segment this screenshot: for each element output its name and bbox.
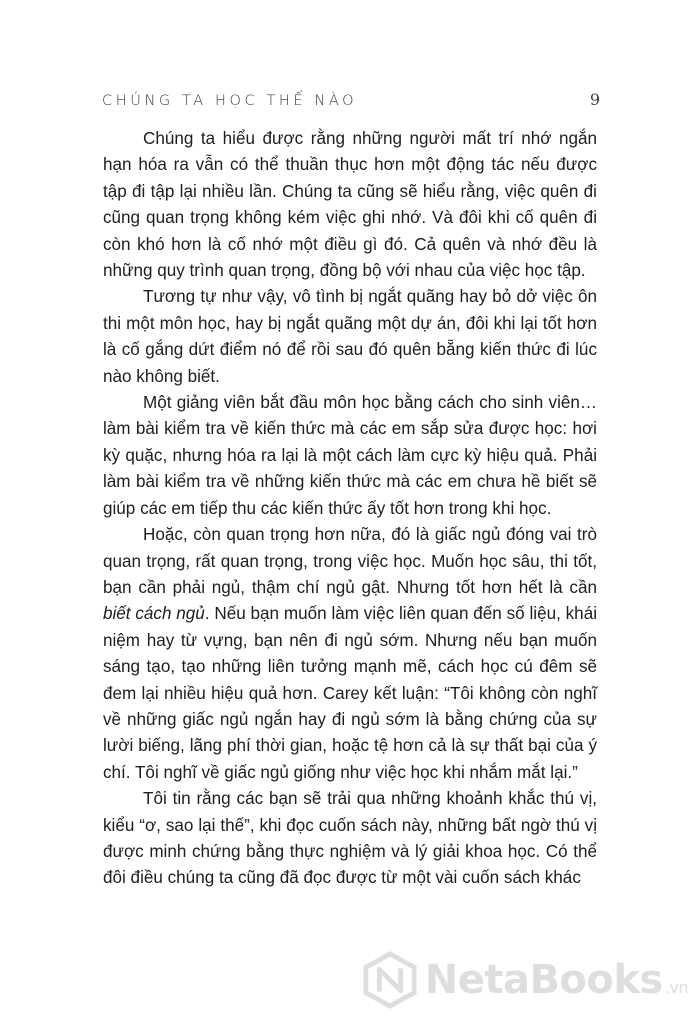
paragraph-text: Tương tự như vậy, vô tình bị ngắt quãng hay bỏ dở việc ôn thi một môn học, hay bị ngắt quãng một dự án, đôi khi lại tốt hơn là cố gắng dứt điểm nó để rồi sau đó quên bẵng kiến thức đi lúc nào không biết. bbox=[103, 287, 597, 386]
body-text bbox=[103, 126, 597, 892]
paragraph-text: Chúng ta hiểu được rằng những người mất trí nhớ ngắn hạn hóa ra vẫn có thể thuần thục hơn một động tác nếu được tập đi tập lại nhiều lần. Chúng ta cũng sẽ hiểu rằng, việc quên đi cũng quan trọng không kém việc ghi nhớ. Và đôi khi cố quên đi còn khó hơn là cố nhớ một điều gì đó. Cả quên và nhớ đều là những quy trình quan trọng, đồng bộ với nhau của việc học tập. bbox=[103, 129, 597, 281]
paragraph bbox=[103, 284, 597, 390]
page-number: 9 bbox=[589, 90, 600, 109]
watermark-suffix: .vn bbox=[664, 978, 688, 997]
paragraph bbox=[103, 126, 597, 284]
paragraph bbox=[103, 786, 597, 892]
paragraph bbox=[103, 522, 597, 786]
paragraph-text: . Nếu bạn muốn làm việc liên quan đến số liệu, khái niệm hay từ vựng, bạn nên đi ngủ sớm. Nhưng nếu bạn muốn sáng tạo, tạo những liên tưởng mạnh mẽ, cách học cú đêm sẽ đem lại nhiều hiệu quả hơn. Carey kết luận: “Tôi không còn nghĩ về những giấc ngủ ngắn hay đi ngủ sớm là bằng chứng của sự lười biếng, lãng phí thời gian, hoặc tệ hơn cả là sự thất bại của ý chí. Tôi nghĩ về giấc ngủ giống như việc học khi nhắm mắt lại.” bbox=[103, 604, 597, 782]
italic-emphasis: biết cách ngủ bbox=[103, 604, 205, 624]
paragraph-text: Một giảng viên bắt đầu môn học bằng cách cho sinh viên… làm bài kiểm tra về kiến thức mà các em sắp sửa được học: hơi kỳ quặc, nhưng hóa ra lại là một cách làm cực kỳ hiệu quả. Phải làm bài kiểm tra về những kiến thức mà các em chưa hề biết sẽ giúp các em tiếp thu các kiến thức ấy tốt hơn trong khi học. bbox=[103, 393, 597, 518]
chapter-title: CHÚNG TA HỌC THẾ NÀO bbox=[102, 93, 358, 109]
paragraph-text: Tôi tin rằng các bạn sẽ trải qua những khoảnh khắc thú vị, kiểu “ơ, sao lại thế”, khi đọc cuốn sách này, những bất ngờ thú vị được minh chứng bằng thực nghiệm và lý giải khoa học. Có thể đôi điều chúng ta cũng đã đọc được từ một vài cuốn sách khác bbox=[103, 789, 597, 888]
running-header bbox=[102, 90, 600, 109]
paragraph bbox=[103, 390, 597, 522]
watermark-brand: NetaBooks .vn bbox=[424, 957, 688, 1003]
netabooks-logo-icon bbox=[361, 951, 419, 1009]
paragraph-text: Hoặc, còn quan trọng hơn nữa, đó là giấc ngủ đóng vai trò quan trọng, rất quan trọng, trong việc học. Muốn học sâu, thi tốt, bạn cần phải ngủ, thậm chí ngủ gật. Nhưng tốt hơn hết là cần bbox=[103, 525, 597, 597]
watermark bbox=[361, 951, 688, 1009]
